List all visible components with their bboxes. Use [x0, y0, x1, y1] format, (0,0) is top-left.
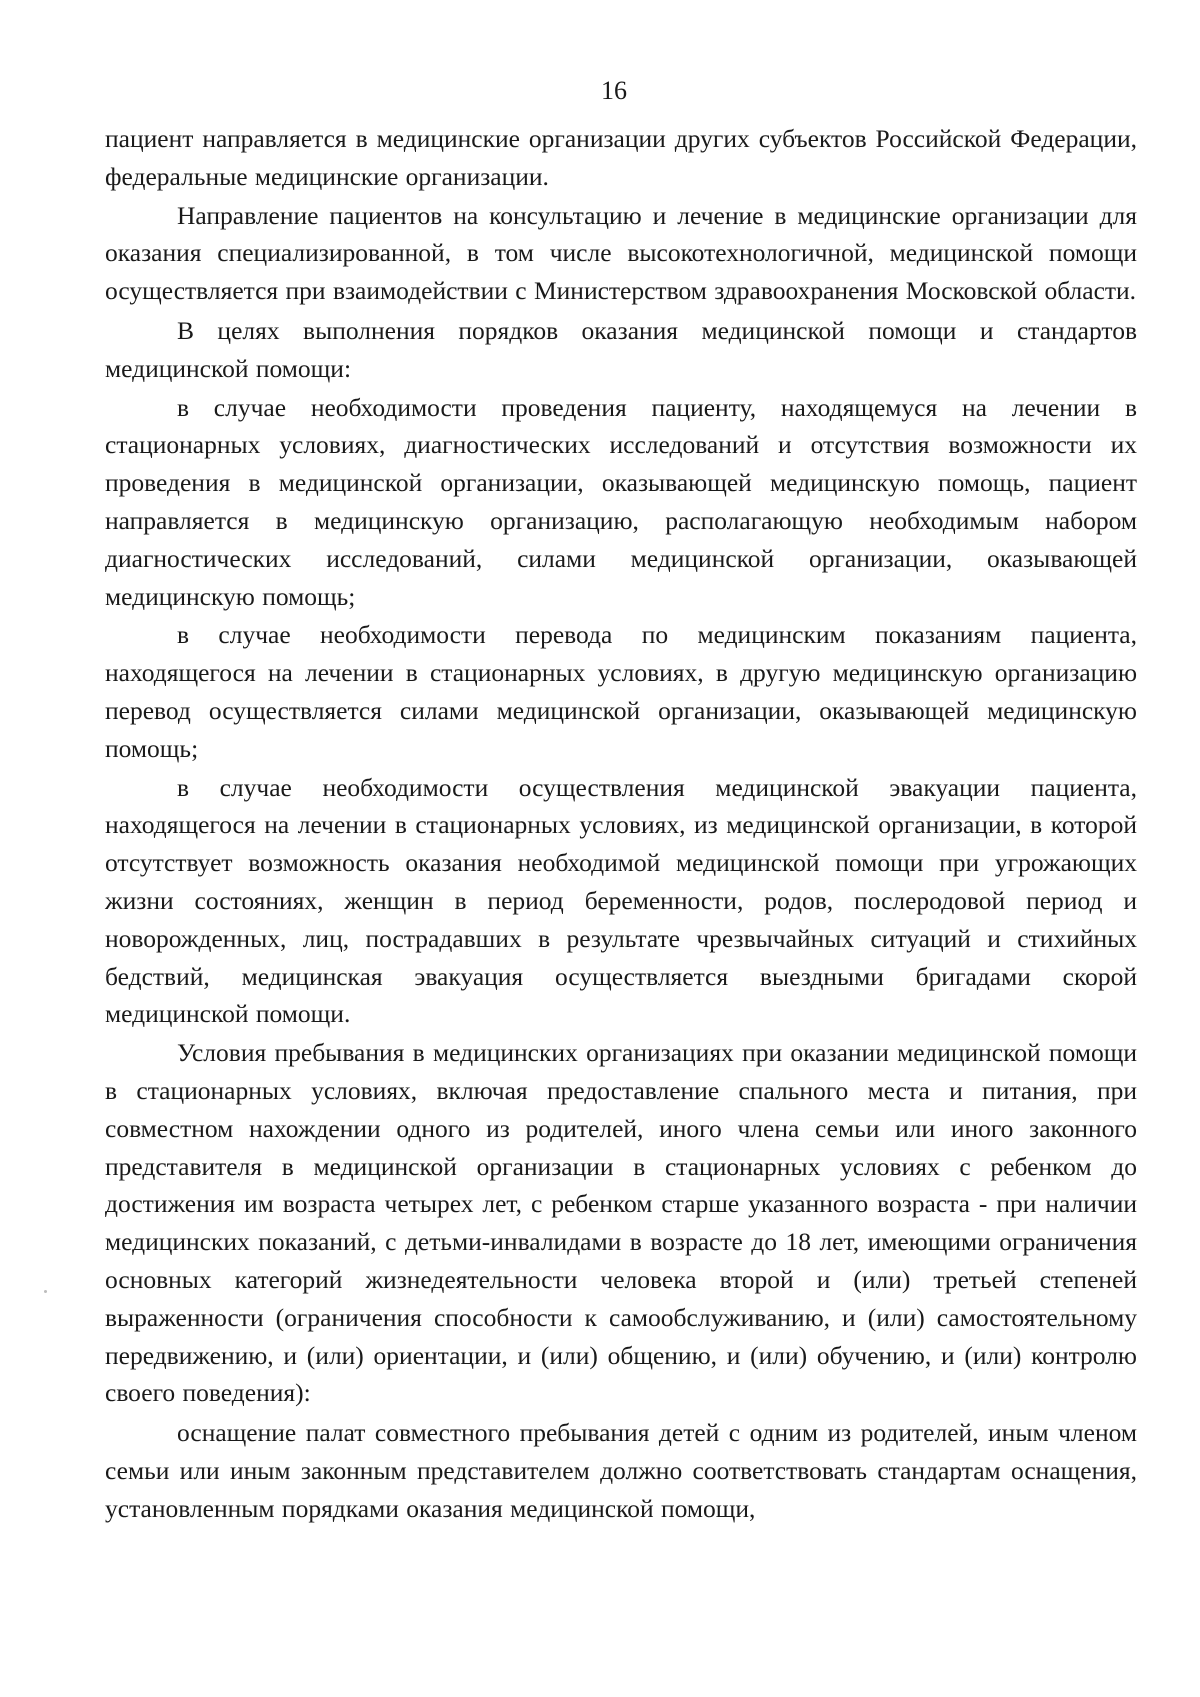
paragraph-continuation: пациент направляется в медицинские организации других субъектов Российской Федерации, федеральные медицинские организации.	[105, 124, 1137, 191]
paragraph-ward-equipment: оснащение палат совместного пребывания детей с одним из родителей, иным членом семьи или иным законным представителем должно соответствовать стандартам оснащения, установленным порядками оказания медицинской помощи,	[105, 1418, 1137, 1523]
document-body	[105, 120, 1137, 1527]
paragraph-stay-conditions: Условия пребывания в медицинских организациях при оказании медицинской помощи в стационарных условиях, включая предоставление спального места и питания, при совместном нахождении одного из родителей, иного члена семьи или иного законного представителя в медицинской организации в стационарных условиях с ребенком до достижения им возраста четырех лет, с ребенком старше указанного возраста - при наличии медицинских показаний, с детьми-инвалидами в возрасте до 18 лет, имеющими ограничения основных категорий жизнедеятельности человека второй и (или) третьей степеней выраженности (ограничения способности к самообслуживанию, и (или) самостоятельному передвижению, и (или) ориентации, и (или) общению, и (или) обучению, и (или) контролю своего поведения):	[105, 1038, 1137, 1408]
paragraph-diagnostics: в случае необходимости проведения пациенту, находящемуся на лечении в стационарных условиях, диагностических исследований и отсутствия возможности их проведения в медицинской организации, оказывающей медицинскую помощь, пациент направляется в медицинскую организацию, располагающую необходимым набором диагностических исследований, силами медицинской организации, оказывающей медицинскую помощь;	[105, 392, 1137, 611]
paragraph-evacuation: в случае необходимости осуществления медицинской эвакуации пациента, находящегося на лечении в стационарных условиях, из медицинской организации, в которой отсутствует возможность оказания необходимой медицинской помощи при угрожающих жизни состояниях, женщин в период беременности, родов, послеродовой период и новорожденных, лиц, пострадавших в результате чрезвычайных ситуаций и стихийных бедствий, медицинская эвакуация осуществляется выездными бригадами скорой медицинской помощи.	[105, 772, 1137, 1029]
paragraph-referral-consultation: Направление пациентов на консультацию и лечение в медицинские организации для оказания специализированной, в том числе высокотехнологичной, медицинской помощи осуществляется при взаимодействии с Министерством здравоохранения Московской области.	[105, 200, 1137, 306]
scan-artifact-dot	[44, 1290, 47, 1293]
page-number: 16	[601, 76, 627, 105]
paragraph-transfer: в случае необходимости перевода по медицинским показаниям пациента, находящегося на лечении в стационарных условиях, в другую медицинскую организацию перевод осуществляется силами медицинской организации, оказывающей медицинскую помощь;	[105, 620, 1137, 763]
paragraph-standards-intro: В целях выполнения порядков оказания медицинской помощи и стандартов медицинской помощи:	[105, 315, 1137, 383]
